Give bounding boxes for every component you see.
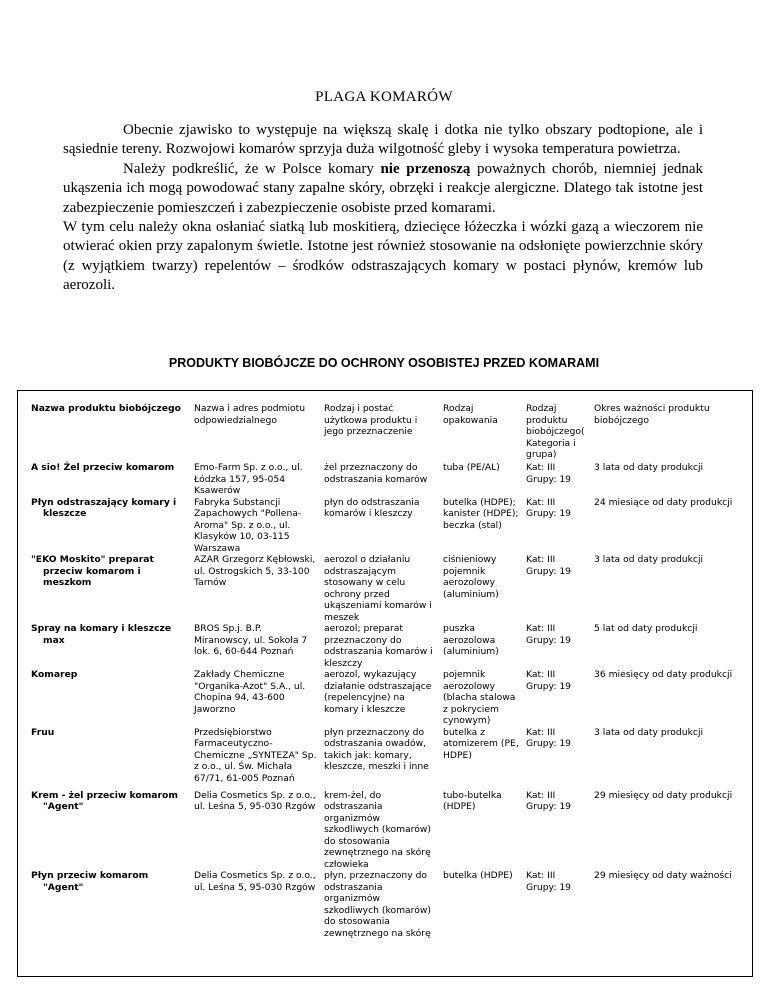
header-cell: Rodzaj i postać użytkowa produktu i jego przeznaczenie bbox=[324, 403, 418, 437]
paragraph-text: W tym celu należy okna osłaniać siatką lub moskitierą, dziecięce łóżeczka i wózki gazą a wieczorem nie otwierać okien przy zapalonym świetle. Istotne jest również stosowanie na odsłonięte powierzchnie skóry (z wyjątkiem twarzy) repelentów – środków odstraszających komary w postaci płynów, kremów lub aerozoli. bbox=[63, 219, 703, 294]
table-cell: AZAR Grzegorz Kębłowski, ul. Ostrogskich 5, 33-100 Tarnów bbox=[194, 554, 316, 588]
table-cell: aerozol; preparat przeznaczony do odstraszania komarów i kleszczy bbox=[324, 623, 433, 669]
table-cell: Komarep bbox=[31, 669, 78, 680]
table-row bbox=[31, 497, 744, 555]
table-cell: Fruu bbox=[31, 726, 55, 738]
table-cell: "EKO Moskito" preparat przeciw komarom i meszkom bbox=[31, 554, 154, 588]
table-cell: butelka (HDPE); kanister (HDPE); beczka (stal) bbox=[443, 496, 519, 531]
paragraph-text: Należy podkreślić, że w Polsce komary bbox=[123, 160, 381, 177]
table-title: PRODUKTY BIOBÓJCZE DO OCHRONY OSOBISTEJ PRZED KOMARAMI bbox=[168, 356, 600, 370]
table-row bbox=[31, 554, 744, 623]
table-cell: pojemnik aerozolowy (blacha stalowa z pokryciem cynowym) bbox=[443, 669, 516, 726]
table-cell: płyn przeznaczony do odstraszania owadów, takich jak: komary, kleszcze, meszki i inne bbox=[324, 726, 429, 772]
table-cell: BROS Sp.j. B.P. Miranowscy, ul. Sokoła 7 lok. 6, 60-644 Poznań bbox=[194, 623, 308, 657]
table-cell: tuba (PE/AL) bbox=[443, 462, 500, 473]
table-cell: puszka aerozolowa (aluminium) bbox=[443, 623, 499, 657]
table-cell: 29 miesięcy od daty produkcji bbox=[594, 789, 733, 801]
table-row bbox=[31, 790, 744, 871]
table-cell: Kat: III Grupy: 19 bbox=[526, 870, 572, 893]
intro-text bbox=[63, 121, 703, 296]
table-cell: 36 miesięcy od daty produkcji bbox=[594, 669, 733, 680]
table-cell: butelka (HDPE) bbox=[443, 870, 513, 881]
table-cell: płyn, przeznaczony do odstraszania organizmów szkodliwych (komarów) do stosowania zewnętrznego na skórę bbox=[324, 870, 431, 939]
table-row bbox=[31, 870, 744, 946]
table-cell: 29 miesięcy od daty ważności bbox=[594, 870, 732, 881]
table-cell: żel przeznaczony do odstraszania komarów bbox=[324, 462, 428, 485]
table-cell: butelka z atomizerem (PE, HDPE) bbox=[443, 726, 519, 761]
paragraph bbox=[63, 121, 703, 160]
paragraph bbox=[63, 218, 703, 296]
table-row bbox=[31, 462, 744, 497]
emphasis-text: nie przenoszą bbox=[380, 160, 471, 177]
table-cell: Kat: III Grupy: 19 bbox=[526, 726, 572, 749]
table-cell: Delia Cosmetics Sp. z o.o., ul. Leśna 5, 95-030 Rzgów bbox=[194, 789, 316, 812]
products-table bbox=[31, 403, 744, 946]
table-cell: Kat: III Grupy: 19 bbox=[526, 623, 572, 646]
table-cell: Kat: III Grupy: 19 bbox=[526, 669, 572, 692]
header-cell: Rodzaj opakowania bbox=[443, 403, 498, 426]
table-cell: Fabryka Substancji Zapachowych "Pollena-Aroma" Sp. z o.o., ul. Klasyków 10, 03-115 Warszawa bbox=[194, 496, 302, 554]
table-row bbox=[31, 623, 744, 669]
table-cell: Delia Cosmetics Sp. z o.o., ul. Leśna 5, 95-030 Rzgów bbox=[194, 870, 316, 893]
table-cell: Płyn odstraszający komary i kleszcze bbox=[31, 496, 177, 519]
table-cell: Kat: III Grupy: 19 bbox=[526, 462, 572, 485]
table-cell: aerozol, wykazujący działanie odstraszające (repelencyjne) na komary i kleszcze bbox=[324, 669, 432, 715]
table-cell: tubo-butelka (HDPE) bbox=[443, 789, 502, 812]
table-cell: krem-żel, do odstraszania organizmów szkodliwych (komarów) do stosowania zewnętrznego na skórę człowieka bbox=[324, 789, 431, 870]
table-cell: Płyn przeciw komarom "Agent" bbox=[31, 870, 149, 893]
table-cell: 24 miesiące od daty produkcji bbox=[594, 496, 733, 508]
table-cell: 3 lata od daty produkcji bbox=[594, 726, 704, 738]
table-cell: Spray na komary i kleszcze max bbox=[31, 623, 172, 646]
table-cell: Kat: III Grupy: 19 bbox=[526, 496, 572, 519]
paragraph-text: poważnych chorób, niemniej jednak ukąszenia ich mogą powodować stany zapalne skóry, obrzęki i reakcje alergiczne. Dlatego tak istotne jest zabezpieczenie pomieszczeń i zabezpieczenie osobiste przed komarami. bbox=[63, 160, 703, 216]
table-cell: Emo-Farm Sp. z o.o., ul. Łódzka 157, 95-054 Ksawerów bbox=[194, 462, 303, 496]
table-cell: Przedsiębiorstwo Farmaceutyczno-Chemiczne „SYNTEZA" Sp. z o.o., ul. Św. Michała 67/71, 61-005 Poznań bbox=[194, 726, 317, 784]
table-cell: ciśnieniowy pojemnik aerozolowy (aluminium) bbox=[443, 554, 499, 600]
table-cell: płyn do odstraszania komarów i kleszczy bbox=[324, 496, 420, 519]
header-cell: Rodzaj produktu biobójczego( Kategoria i grupa) bbox=[526, 403, 585, 460]
table-cell: Kat: III Grupy: 19 bbox=[526, 789, 572, 812]
page-title: PLAGA KOMARÓW bbox=[315, 89, 453, 105]
table-cell: 5 lat od daty produkcji bbox=[594, 623, 698, 634]
header-cell: Nazwa produktu biobójczego bbox=[31, 403, 181, 414]
table-row bbox=[31, 727, 744, 790]
table-cell: aerozol o działaniu odstraszającym stosowany w celu ochrony przed ukąszeniami komarów i meszek bbox=[324, 554, 432, 623]
table-cell: 3 lata od daty produkcji bbox=[594, 554, 704, 565]
table-row bbox=[31, 669, 744, 727]
table-cell: 3 lata od daty produkcji bbox=[594, 462, 704, 473]
table-cell: A sio! Żel przeciw komarom bbox=[31, 462, 175, 473]
paragraph bbox=[63, 160, 703, 218]
table-header-row bbox=[31, 403, 744, 462]
paragraph-text: Obecnie zjawisko to występuje na większą skalę i dotka nie tylko obszary podtopione, ale i sąsiednie tereny. Rozwojowi komarów sprzyja duża wilgotność gleby i wysoka temperatura powietrza. bbox=[63, 122, 703, 158]
table-cell: Kat: III Grupy: 19 bbox=[526, 554, 572, 577]
table-cell: Krem - żel przeciw komarom "Agent" bbox=[31, 789, 178, 812]
table-cell: Zakłady Chemiczne "Organika-Azot" S.A., ul. Chopina 94, 43-600 Jaworzno bbox=[194, 669, 306, 715]
header-cell: Nazwa i adres podmiotu odpowiedzialnego bbox=[194, 403, 306, 426]
header-cell: Okres ważności produktu biobójczego bbox=[594, 403, 710, 426]
